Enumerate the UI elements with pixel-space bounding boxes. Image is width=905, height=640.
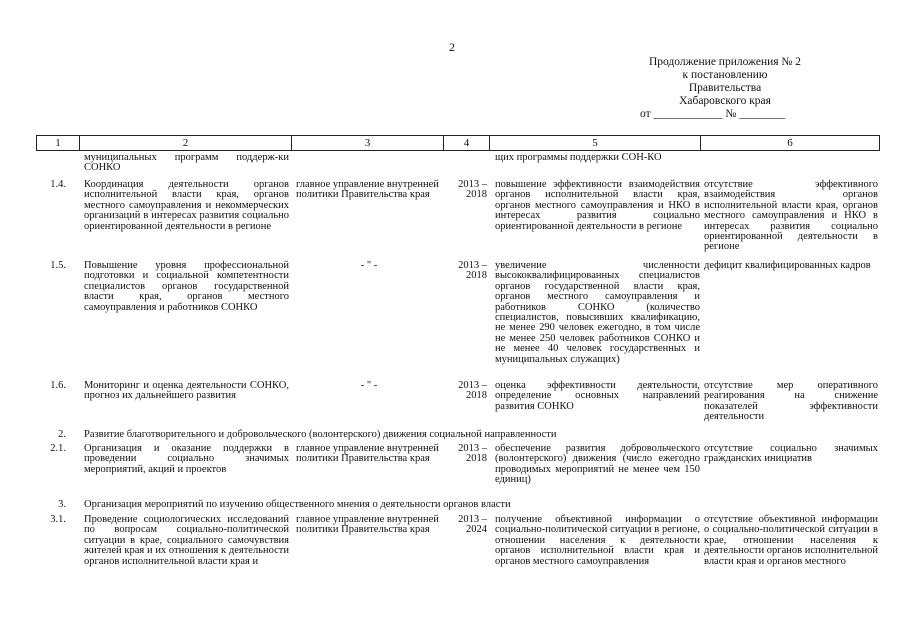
row-consequence: отсутствие объективной информации о социально-политической ситуации в крае, отношении населения к деятельности органов исполнительной власти края и органов местного [704,514,878,567]
row-consequence: дефицит квалифицированных кадров [704,260,871,271]
row-period: 2013 – 2018 [458,380,487,402]
header-line-1: Продолжение приложения № 2 [648,56,802,68]
row-measure: Проведение социологических исследований по вопросам социально-политической ситуации в крае, социального самочувствия жителей края и их отношения к деятельности органов исполнительной власти края и [84,514,289,567]
row-measure: Координация деятельности органов исполнительной власти края, органов местного самоуправления и некоммерческих организаций в интересах развития социально ориентированной деятельности в регионе [84,179,289,232]
cont-cell-5: щих программы поддержки СОН-КО [495,152,662,163]
section-title: Развитие благотворительного и добровольческого (волонтерского) движения социальной направленности [84,429,557,440]
row-executor: главное управление внутренней политики Правительства края [296,514,439,536]
row-result: оценка эффективности деятельности, определение основных направлений развития СОНКО [495,380,700,412]
column-header-2: 2 [79,135,292,151]
row-result: получение объективной информации о социально-политической ситуации в регионе, отношении населения к деятельности органов исполнительной власти края и органов местного самоуправления [495,514,700,567]
header-line-2: к постановлению [682,69,768,81]
section-number: 3. [58,499,66,510]
cont-cell-2: муниципальных программ поддерж-ки СОНКО [84,152,289,174]
header-line-4: Хабаровского края [679,95,771,107]
row-measure: Организация и оказание поддержки в проведении социально значимых мероприятий, акций и проектов [84,443,289,475]
row-executor: главное управление внутренней политики Правительства края [296,179,439,201]
row-number: 1.6. [50,380,66,391]
row-number: 2.1. [50,443,66,454]
page-number: 2 [449,40,455,54]
row-consequence: отсутствие социально значимых гражданских инициатив [704,443,878,465]
row-consequence: отсутствие мер оперативного реагирования на снижение показателей эффективности деятельности [704,380,878,423]
row-period: 2013 – 2018 [458,443,487,465]
row-measure: Повышение уровня профессиональной подготовки и социальной компетентности специалистов органов государственной власти края, органов местного самоуправления и работников СОНКО [84,260,289,313]
column-header-6: 6 [700,135,880,151]
row-executor: - " - [360,380,378,391]
row-result: повышение эффективности взаимодействия органов исполнительной власти края, органов местного самоуправления и НКО в интересах развития социально ориентированной деятельности в регионе [495,179,700,232]
column-header-4: 4 [443,135,490,151]
row-number: 3.1. [50,514,66,525]
column-header-1: 1 [36,135,80,151]
appendix-header [610,56,840,121]
row-executor: главное управление внутренней политики Правительства края [296,443,439,465]
row-result: обеспечение развития добровольческого (волонтерского) движения (число ежегодно проводимых мероприятий не менее чем 150 единиц) [495,443,700,486]
row-period: 2013 – 2018 [458,260,487,282]
row-executor: - " - [360,260,378,271]
row-number: 1.4. [50,179,66,190]
row-result: увеличение численности высококвалифицированных специалистов органов государственной власти края, органов местного самоуправления и работников СОНКО (количество специалистов, повысивших квалификацию, не менее 290 человек ежегодно, в том числе не менее 250 человек работников СОНКО и не менее 40 человек государственных и муниципальных служащих) [495,260,700,365]
row-measure: Мониторинг и оценка деятельности СОНКО, прогноз их дальнейшего развития [84,380,289,402]
row-period: 2013 – 2024 [458,514,487,536]
row-period: 2013 – 2018 [458,179,487,201]
header-line-3: Правительства [688,82,762,94]
column-header-5: 5 [489,135,701,151]
row-consequence: отсутствие эффективного взаимодействия органов исполнительной власти края, органов местного самоуправления и НКО в интересах развития социально ориентированной деятельности в регионе [704,179,878,253]
row-number: 1.5. [50,260,66,271]
header-line-5: от ____________ № ________ [640,108,786,120]
section-title: Организация мероприятий по изучению общественного мнения о деятельности органов власти [84,499,511,510]
column-header-3: 3 [291,135,444,151]
section-number: 2. [58,429,66,440]
